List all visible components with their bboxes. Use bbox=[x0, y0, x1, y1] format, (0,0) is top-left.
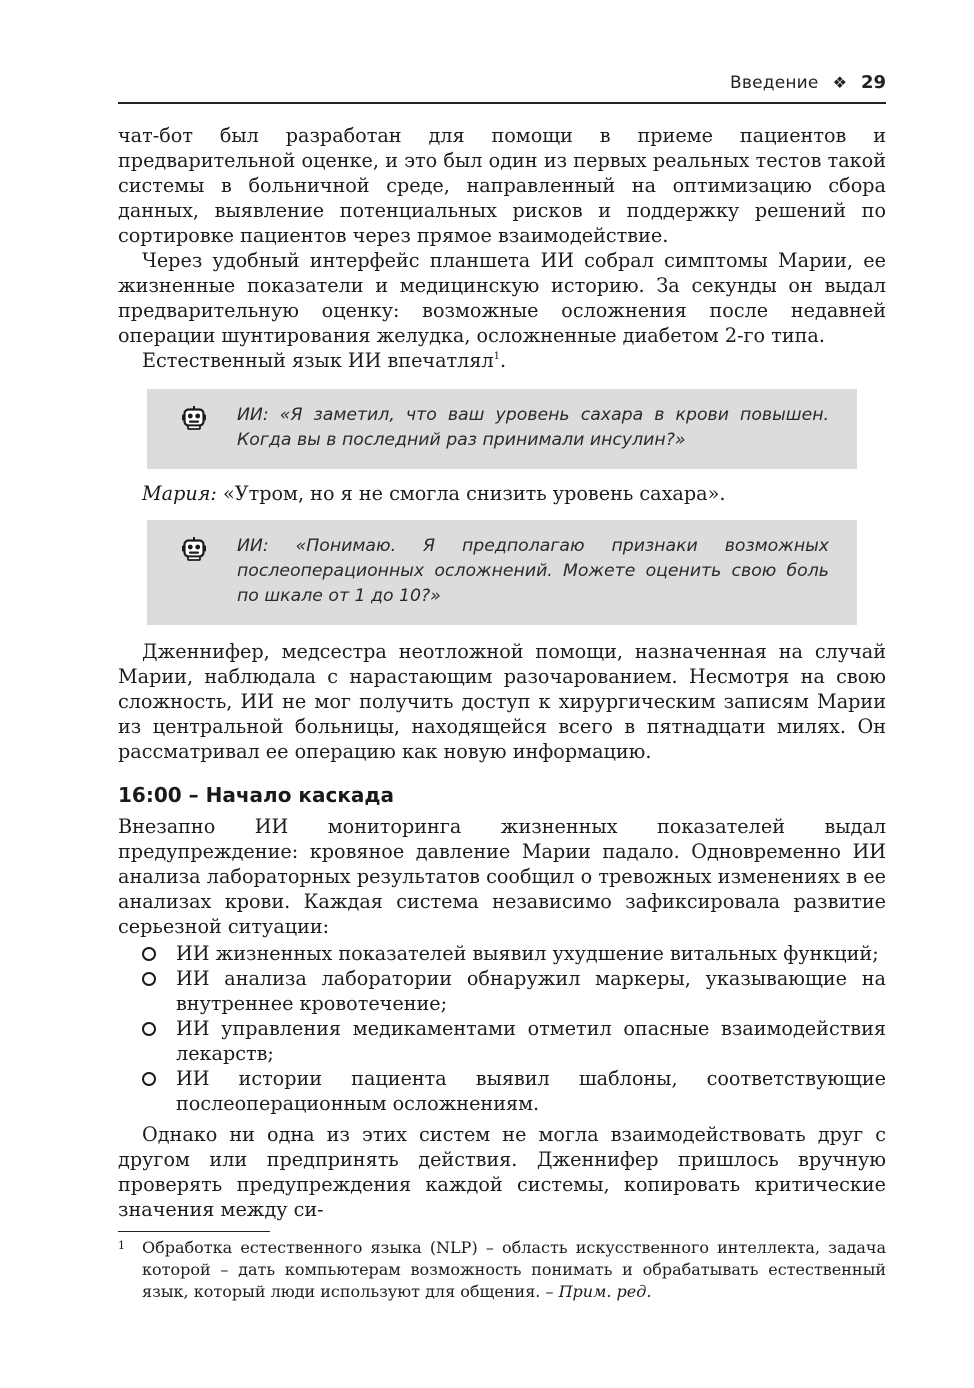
ai-message-text: ИИ: «Понимаю. Я предполагаю признаки возможных послеоперационных осложнений. Можете оценить свою боль по шкале от 1 до 10?» bbox=[237, 536, 829, 606]
header-section-title: Введение bbox=[730, 73, 819, 93]
bullet-list bbox=[118, 941, 886, 1116]
footnote-text: Обработка естественного языка (NLP) – область искусственного интеллекта, задача которой – дать компьютерам возможность понимать и обрабатывать естественный язык, который люди используют для общения. – bbox=[142, 1238, 886, 1301]
page-content bbox=[118, 72, 886, 1222]
body-text bbox=[118, 123, 886, 1222]
list-item bbox=[118, 941, 886, 966]
paragraph-chatbot: чат-бот был разработан для помощи в приеме пациентов и предварительной оценке, и это был один из первых реальных тестов такой системы в больничной среде, направленный на оптимизацию сбора данных, выявление потенциальных рисков и поддержку решений по сортировке пациентов через прямое взаимодействие. bbox=[118, 124, 886, 247]
ai-message-box bbox=[147, 520, 857, 625]
speaker-line: «Утром, но я не смогла снизить уровень сахара». bbox=[216, 482, 726, 505]
footnote-number: 1 bbox=[118, 1239, 125, 1252]
footnote-editor-note: Прим. ред. bbox=[558, 1282, 652, 1301]
bullet-circle-icon bbox=[142, 972, 156, 986]
bullet-circle-icon bbox=[142, 1072, 156, 1086]
footnote-reference[interactable]: 1 bbox=[493, 351, 501, 362]
list-item bbox=[118, 1066, 886, 1116]
footnote bbox=[118, 1237, 886, 1303]
footnote-divider bbox=[118, 1231, 270, 1232]
list-item-text: ИИ жизненных показателей выявил ухудшение витальных функций; bbox=[176, 942, 879, 965]
paragraph-natural-language bbox=[118, 348, 886, 373]
paragraph-cascade-intro: Внезапно ИИ мониторинга жизненных показателей выдал предупреждение: кровяное давление Марии падало. Одновременно ИИ анализа лабораторных результатов сообщил о тревожных изменениях в ее анализах крови. Каждая система независимо зафиксировала развитие серьезной ситуации: bbox=[118, 815, 886, 938]
ornament-icon: ❖ bbox=[832, 73, 847, 92]
ai-message-text: ИИ: «Я заметил, что ваш уровень сахара в крови повышен. Когда вы в последний раз принимали инсулин?» bbox=[237, 405, 829, 450]
ai-message-box bbox=[147, 389, 857, 469]
list-item bbox=[118, 966, 886, 1016]
list-item-text: ИИ анализа лаборатории обнаружил маркеры, указывающие на внутреннее кровотечение; bbox=[176, 967, 886, 1015]
list-item-text: ИИ истории пациента выявил шаблоны, соответствующие послеоперационным осложнениям. bbox=[176, 1067, 886, 1115]
paragraph-closing: Однако ни одна из этих систем не могла взаимодействовать друг с другом или предпринять действия. Дженнифер пришлось вручную проверять предупреждения каждой системы, копировать критические значения между си- bbox=[118, 1123, 886, 1221]
bullet-circle-icon bbox=[142, 947, 156, 961]
maria-reply bbox=[118, 481, 886, 506]
paragraph-jennifer: Дженнифер, медсестра неотложной помощи, назначенная на случай Марии, наблюдала с нарастающим разочарованием. Несмотря на свою сложность, ИИ не мог получить доступ к хирургическим записям Марии из центральной больницы, находящейся всего в пятнадцати милях. Он рассматривал ее операцию как новую информацию. bbox=[118, 640, 886, 763]
footnote-body bbox=[142, 1237, 886, 1303]
robot-icon bbox=[181, 405, 207, 431]
list-item-text: ИИ управления медикаментами отметил опасные взаимодействия лекарств; bbox=[176, 1017, 886, 1065]
running-header bbox=[118, 72, 886, 104]
speaker-name: Мария: bbox=[142, 482, 217, 505]
paragraph-natural-language-text: Естественный язык ИИ впечатлял bbox=[142, 349, 494, 372]
robot-icon bbox=[181, 536, 207, 562]
page-number: 29 bbox=[860, 72, 886, 93]
bullet-circle-icon bbox=[142, 1022, 156, 1036]
paragraph-natural-language-end: . bbox=[500, 349, 507, 372]
list-item bbox=[118, 1016, 886, 1066]
paragraph-interface: Через удобный интерфейс планшета ИИ собрал симптомы Марии, ее жизненные показатели и медицинскую историю. За секунды он выдал предварительную оценку: возможные осложнения после недавней операции шунтирования желудка, осложненные диабетом 2-го типа. bbox=[118, 249, 886, 347]
section-heading: 16:00 – Начало каскада bbox=[118, 783, 395, 807]
